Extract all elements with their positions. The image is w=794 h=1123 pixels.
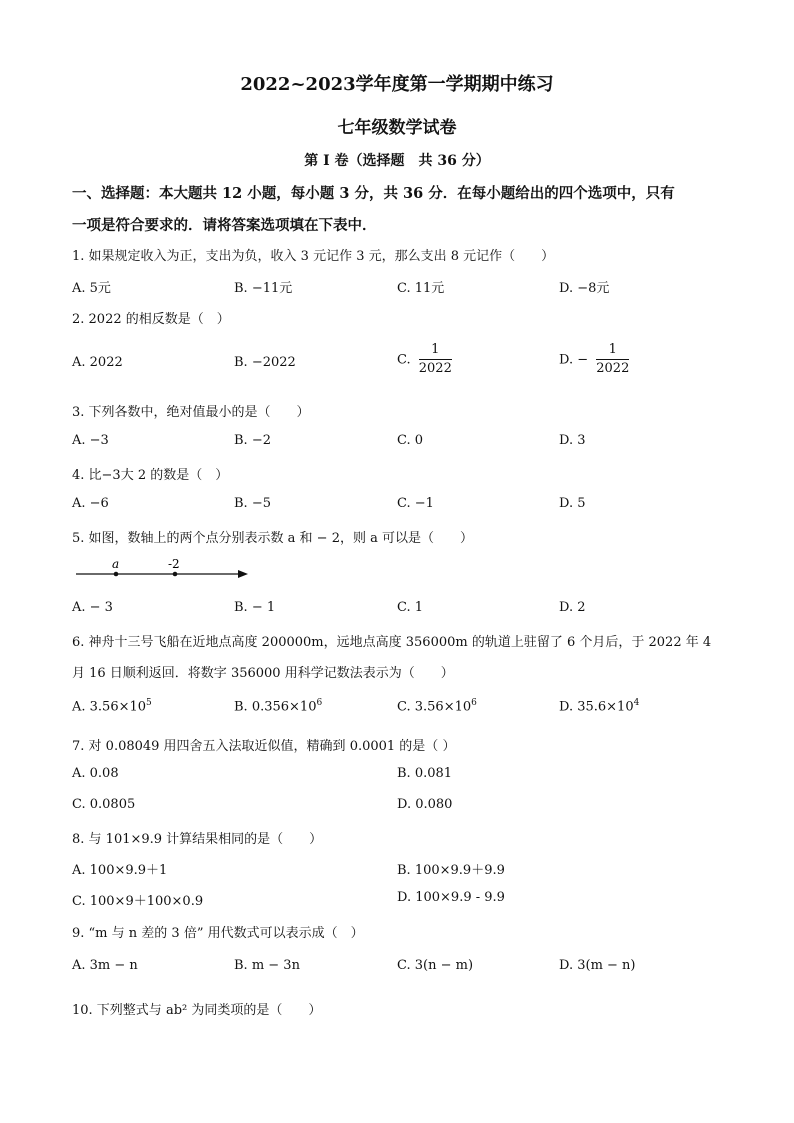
q9-option-b: B. m − 3n — [234, 958, 300, 973]
fraction: $\frac{1}{2022}$ — [418, 342, 452, 377]
q1-option-c: C. 11元 — [397, 281, 445, 296]
q9-option-d: D. 3(m − n) — [559, 958, 636, 973]
question-6-line2: 月 16 日顺利返回．将数字 356000 用科学记数法表示为（ ） — [72, 666, 454, 681]
question-3: 3. 下列各数中，绝对值最小的是（ ） — [72, 405, 310, 420]
q6-option-c: C. $3.56\times 10^6$ — [397, 698, 477, 715]
section-instructions-line1: 一、选择题：本大题共 12 小题，每小题 3 分，共 36 分．在每小题给出的四个选项中，只有 — [72, 185, 675, 202]
q1-option-d: D. −8元 — [559, 281, 610, 296]
q5-option-a: A. − 3 — [72, 600, 113, 615]
question-4: 4. 比−3大 2 的数是（ ） — [72, 468, 229, 483]
q2-option-a: A. 2022 — [72, 355, 123, 370]
q4-option-d: D. 5 — [559, 496, 586, 511]
q8-option-b: B. 100×9.9＋9.9 — [397, 863, 505, 878]
point-a — [114, 572, 119, 577]
q3-option-a: A. −3 — [72, 433, 109, 448]
question-8: 8. 与 101×9.9 计算结果相同的是（ ） — [72, 832, 323, 847]
point-minus-2 — [173, 572, 178, 577]
q4-option-a: A. −6 — [72, 496, 109, 511]
q2-option-c: C. $\frac{1}{2022}$ — [397, 342, 452, 377]
exam-subtitle: 七年级数学试卷 — [337, 118, 457, 138]
fraction: $\frac{1}{2022}$ — [596, 342, 630, 377]
q5-option-b: B. − 1 — [234, 600, 276, 615]
exam-title: 2022~2023学年度第一学期期中练习 — [240, 74, 554, 95]
q6-option-b: B. $0.356\times 10^6$ — [234, 698, 323, 715]
q1-option-b: B. −11元 — [234, 281, 293, 296]
q1-option-a: A. 5元 — [72, 281, 111, 296]
q5-option-c: C. 1 — [397, 600, 424, 615]
q7-option-a: A. 0.08 — [72, 766, 119, 781]
question-6-line1: 6. 神舟十三号飞船在近地点高度 200000m，远地点高度 356000m 的轨道上驻留了 6 个月后，于 2022 年 4 — [72, 635, 712, 650]
section-tag: 第 I 卷（选择题 共 36 分） — [304, 153, 490, 169]
q3-option-b: B. −2 — [234, 433, 271, 448]
q8-option-c: C. 100×9＋100×0.9 — [72, 894, 204, 909]
number-line — [72, 556, 252, 586]
question-10: 10. 下列整式与 ab² 为同类项的是（ ） — [72, 1003, 322, 1018]
label-minus-2: -2 — [168, 557, 180, 571]
q7-option-b: B. 0.081 — [397, 766, 453, 781]
question-2: 2. 2022 的相反数是（ ） — [72, 312, 230, 327]
question-9: 9. “m 与 n 差的 3 倍” 用代数式可以表示成（ ） — [72, 926, 364, 941]
q5-option-d: D. 2 — [559, 600, 586, 615]
q8-option-a: A. 100×9.9＋1 — [72, 863, 168, 878]
arrow-icon — [238, 570, 248, 578]
q9-option-a: A. 3m − n — [72, 958, 138, 973]
label-a: a — [112, 557, 120, 571]
q3-option-c: C. 0 — [397, 433, 424, 448]
q7-option-d: D. 0.080 — [397, 797, 453, 812]
q8-option-d: D. 100×9.9 - 9.9 — [397, 890, 505, 905]
section-instructions-line2: 一项是符合要求的．请将答案选项填在下表中． — [72, 217, 377, 234]
q4-option-b: B. −5 — [234, 496, 271, 511]
question-1: 1. 如果规定收入为正，支出为负，收入 3 元记作 3 元，那么支出 8 元记作（ ） — [72, 249, 555, 264]
q9-option-c: C. 3(n − m) — [397, 958, 474, 973]
q2-option-d: D. − $\frac{1}{2022}$ — [559, 342, 630, 377]
q6-option-d: D. $35.6\times 10^4$ — [559, 698, 640, 715]
question-7: 7. 对 0.08049 用四舍五入法取近似值，精确到 0.0001 的是（ ） — [72, 739, 456, 754]
q3-option-d: D. 3 — [559, 433, 586, 448]
question-5: 5. 如图，数轴上的两个点分别表示数 a 和 − 2，则 a 可以是（ ） — [72, 531, 473, 546]
q2-option-b: B. −2022 — [234, 355, 296, 370]
q6-option-a: A. $3.56\times 10^5$ — [72, 698, 152, 715]
q7-option-c: C. 0.0805 — [72, 797, 136, 812]
q4-option-c: C. −1 — [397, 496, 434, 511]
